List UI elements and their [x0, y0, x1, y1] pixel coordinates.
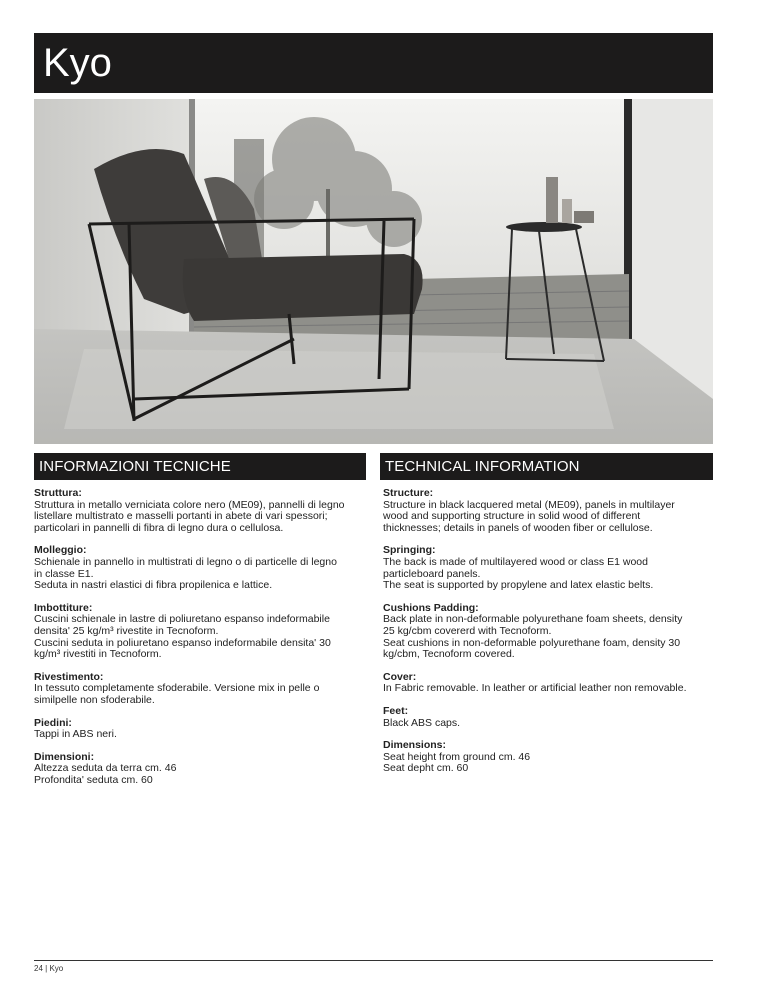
spec-line: Black ABS caps.	[383, 716, 461, 729]
spec-line: Schienale in pannello in multistrati di legno o di particelle di legno	[34, 555, 337, 568]
page-number: 24	[34, 964, 43, 973]
spec-block	[34, 672, 366, 707]
spec-heading: Cover:	[383, 670, 417, 683]
spec-heading: Molleggio:	[34, 544, 87, 557]
spec-line: Seat depht cm. 60	[383, 762, 469, 775]
spec-line: particleboard panels.	[383, 567, 481, 580]
spec-line: particolari in pannelli di fibra di legno dura o cellulosa.	[34, 521, 284, 534]
spec-block	[34, 752, 366, 787]
spec-line: Cuscini schienale in lastre di poliuretano espanso indeformabile	[34, 613, 330, 626]
spec-line: Profondita' seduta cm. 60	[34, 773, 153, 786]
spec-block	[383, 603, 713, 661]
spec-line: densita' 25 kg/m³ rivestite in Tecnoform.	[34, 624, 219, 637]
spec-block	[383, 740, 713, 775]
page-title: Kyo	[43, 41, 112, 85]
spec-line: The back is made of multilayered wood or class E1 wood	[383, 555, 648, 568]
spec-heading: Struttura:	[34, 487, 82, 499]
spec-line: In tessuto completamente sfoderabile. Versione mix in pelle o	[34, 682, 320, 695]
it-column	[34, 488, 366, 786]
spec-line: kg/cbm, Tecnoform covered.	[383, 648, 515, 661]
spec-block	[34, 603, 366, 661]
spec-line: wood and supporting structure in solid wood of different	[383, 510, 641, 523]
spec-block	[383, 672, 713, 695]
spec-heading: Dimensioni:	[34, 750, 95, 763]
product-photo	[34, 99, 713, 444]
section-title-en: TECHNICAL INFORMATION	[385, 458, 580, 475]
spec-line: Back plate in non-deformable polyurethane foam sheets, density	[383, 613, 683, 626]
spec-line: kg/m³ rivestiti in Tecnoform.	[34, 648, 162, 661]
spec-line: Altezza seduta da terra cm. 46	[34, 762, 177, 775]
spec-line: Tappi in ABS neri.	[34, 728, 117, 741]
section-header-en	[380, 453, 713, 480]
spec-block	[383, 488, 713, 534]
spec-line: listellare multistrato e masselli portanti in abete di vari spessori;	[34, 510, 328, 523]
spec-line: In Fabric removable. In leather or artificial leather non removable.	[383, 682, 687, 695]
spec-heading: Cushions Padding:	[383, 601, 479, 614]
spec-line: Seduta in nastri elastici di fibra propilenica e lattice.	[34, 579, 273, 592]
spec-heading: Imbottiture:	[34, 601, 93, 614]
spec-line: similpelle non sfoderabile.	[34, 693, 155, 706]
spec-line: The seat is supported by propylene and latex elastic belts.	[383, 579, 654, 592]
spec-heading: Dimensions:	[383, 739, 447, 752]
title-bar	[34, 33, 713, 93]
spec-line: Structure in black lacquered metal (ME09), panels in multilayer	[383, 498, 675, 511]
spec-heading: Rivestimento:	[34, 670, 104, 683]
footer-separator: |	[45, 964, 48, 973]
spec-block	[383, 545, 713, 591]
spec-line: Cuscini seduta in poliuretano espanso indeformabile densita' 30	[34, 636, 331, 649]
spec-heading: Springing:	[383, 544, 436, 557]
spec-heading: Feet:	[383, 704, 409, 717]
spec-line: Seat height from ground cm. 46	[383, 750, 531, 763]
spec-line: in classe E1.	[34, 567, 94, 580]
spec-heading: Piedini:	[34, 716, 72, 729]
section-title-it: INFORMAZIONI TECNICHE	[39, 458, 231, 475]
spec-block	[383, 706, 713, 729]
spec-block	[34, 718, 366, 741]
spec-line: Struttura in metallo verniciata colore nero (ME09), pannelli di legno	[34, 498, 345, 511]
spec-block	[34, 545, 366, 591]
section-header-it	[34, 453, 366, 480]
en-column	[383, 488, 713, 775]
footer-divider	[34, 960, 713, 961]
spec-block	[34, 488, 366, 534]
footer-label: Kyo	[49, 964, 64, 973]
spec-line: 25 kg/cbm covererd with Tecnoform.	[383, 624, 552, 637]
spec-line: Seat cushions in non-deformable polyurethane foam, density 30	[383, 636, 681, 649]
footer	[34, 964, 63, 973]
spec-heading: Structure:	[383, 487, 434, 499]
spec-line: thicknesses; details in panels of wooden fiber or cellulose.	[383, 521, 653, 534]
